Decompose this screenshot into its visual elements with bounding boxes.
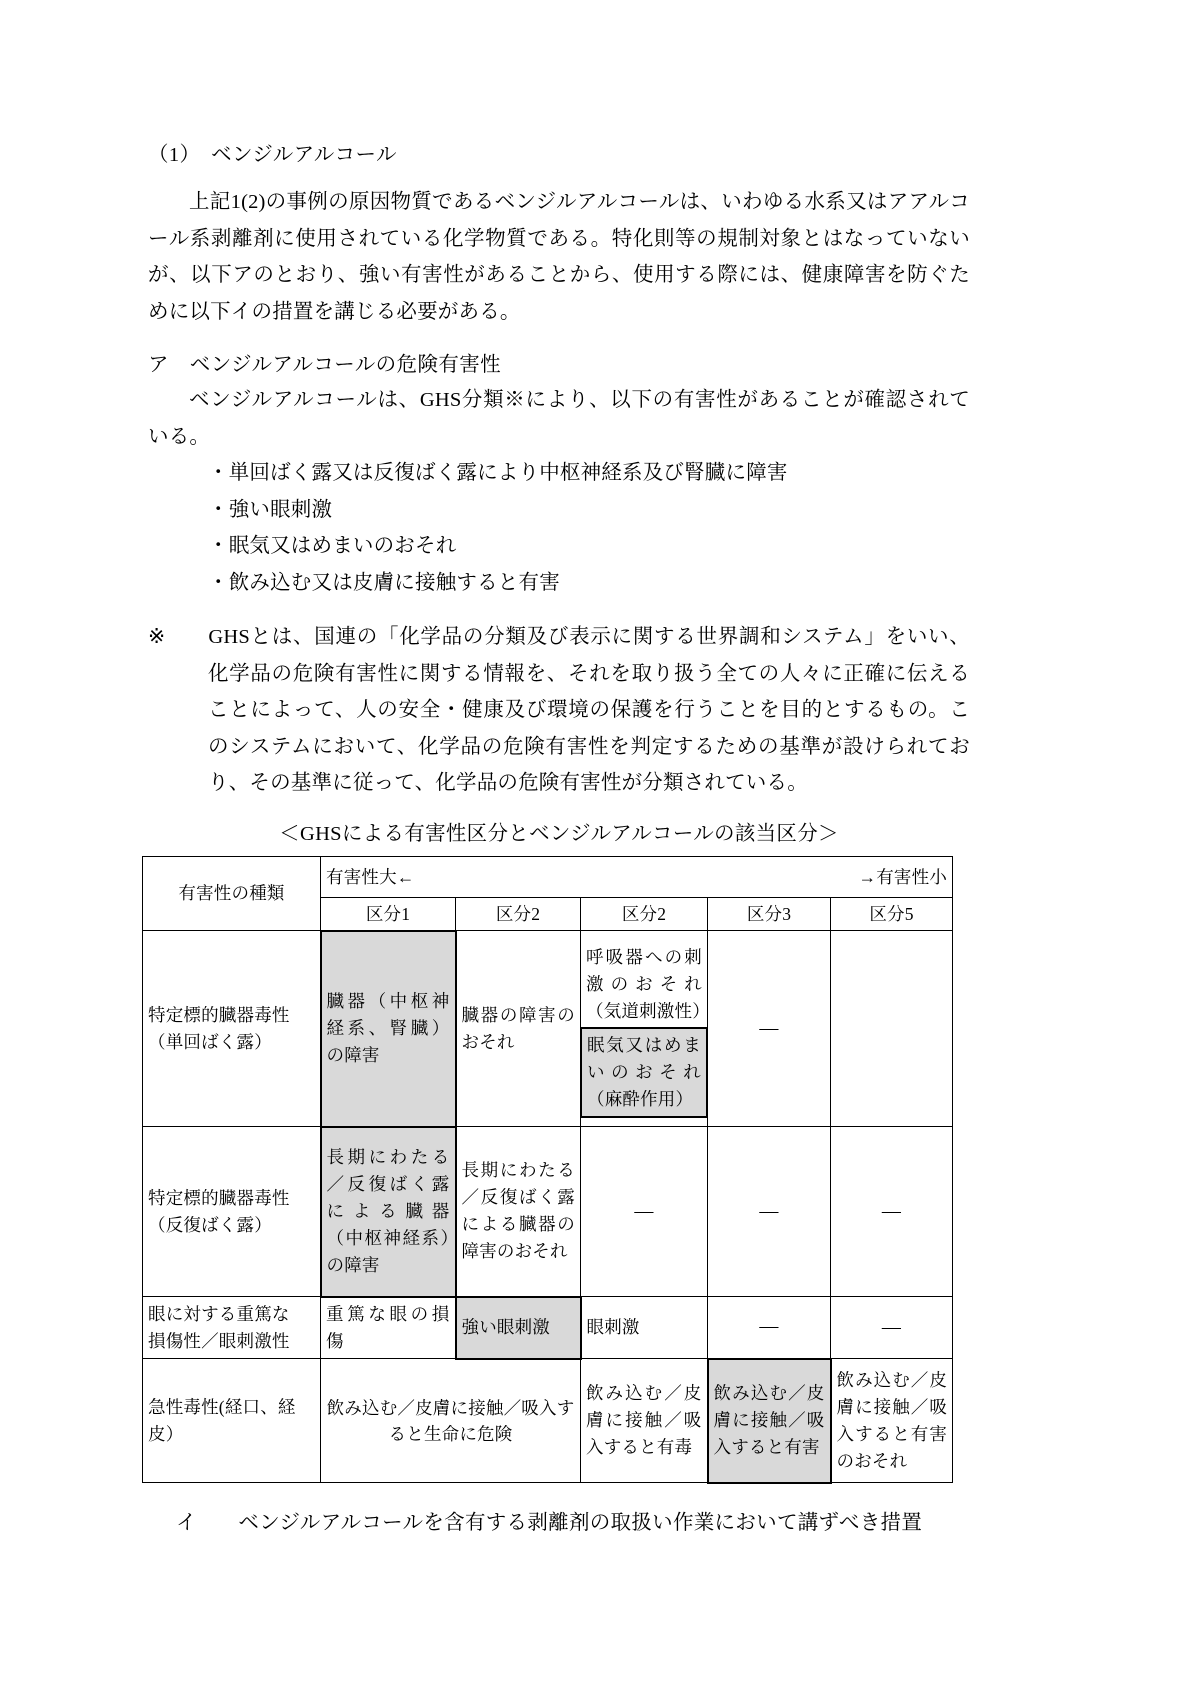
table-cell: ― <box>581 1127 708 1297</box>
table-cell: 臓器の障害のおそれ <box>456 931 581 1127</box>
table-subcell-bottom-highlighted: 眠気又はめまいのおそれ（麻酔作用） <box>580 1027 708 1118</box>
sub-paragraph-a: ベンジルアルコールは、GHS分類※により、以下の有害性があることが確認されている。 <box>148 389 970 448</box>
table-cell: 眼刺激 <box>581 1297 708 1359</box>
sub-heading-b: イ ベンジルアルコールを含有する剥離剤の取扱い作業において講ずべき措置 <box>176 1511 923 1534</box>
table-cell: ― <box>708 931 831 1127</box>
table-header <box>143 856 953 931</box>
table-cell <box>581 931 708 1127</box>
spacer <box>148 601 970 619</box>
table-caption: ＜GHSによる有害性区分とベンジルアルコールの該当区分＞ <box>279 822 839 845</box>
row-hazard-kind: 特定標的臓器毒性 （単回ばく露） <box>143 931 321 1127</box>
section-heading: （1） ベンジルアルコール <box>148 144 397 166</box>
row-hazard-kind: 眼に対する重篤な 損傷性／眼刺激性 <box>143 1297 321 1359</box>
header-category-4: 区分3 <box>708 897 831 931</box>
table-cell-highlighted: 長期にわたる／反復ばく露による臓器（中枢神経系）の障害 <box>321 1127 456 1297</box>
table-cell: 飲み込む／皮膚に接触／吸入すると有毒 <box>581 1359 708 1483</box>
table-subcell-top: 呼吸器への刺激のおそれ（気道刺激性） <box>586 946 710 1021</box>
header-scale <box>321 856 953 897</box>
header-category-2: 区分2 <box>456 897 581 931</box>
table-cell: 飲み込む／皮膚に接触／吸入すると有害のおそれ <box>831 1359 953 1483</box>
scale-right-label: →有害性小 <box>858 866 948 887</box>
header-hazard-kind: 有害性の種類 <box>143 856 321 931</box>
row-hazard-kind: 特定標的臓器毒性 （反復ばく露） <box>143 1127 321 1297</box>
table-cell <box>831 931 953 1127</box>
row-hazard-kind: 急性毒性(経口、経 皮） <box>143 1359 321 1483</box>
table-cell: 重篤な眼の損傷 <box>321 1297 456 1359</box>
hazard-bullet-2: ・強い眼刺激 <box>208 498 333 521</box>
document-content <box>148 138 970 1540</box>
spacer <box>148 172 970 184</box>
ghs-footnote: ※ GHSとは、国連の「化学品の分類及び表示に関する世界調和システム」をいい、化学品の危険有害性に関する情報を、それを取り扱う全ての人々に正確に伝えることによって、人の安全・健康及び環境の保護を行うことを目的とするもの。このシステムにおいて、化学品の危険有害性を判定するための基準が設けられており、その基準に従って、化学品の危険有害性が分類されている。 <box>148 626 970 794</box>
table-row <box>143 1359 953 1483</box>
table-cell-highlighted: 強い眼刺激 <box>456 1297 581 1359</box>
sub-heading-a: ア ベンジルアルコールの危険有害性 <box>148 354 502 376</box>
table-cell: ― <box>831 1127 953 1297</box>
header-category-3: 区分2 <box>581 897 708 931</box>
table-header-row-scale <box>143 856 953 897</box>
table-row <box>143 931 953 1127</box>
ghs-classification-table <box>142 856 953 1484</box>
spacer <box>148 330 970 348</box>
hazard-bullet-4: ・飲み込む又は皮膚に接触すると有害 <box>208 571 560 594</box>
hazard-bullet-1: ・単回ばく露又は反復ばく露により中枢神経系及び腎臓に障害 <box>208 462 788 484</box>
table-cell-highlighted: 臓器（中枢神経系、腎臓）の障害 <box>321 931 456 1127</box>
table-body <box>143 931 953 1483</box>
table-row <box>143 1297 953 1359</box>
table-cell: ― <box>831 1297 953 1359</box>
table-cell: ― <box>708 1297 831 1359</box>
table-cell: 長期にわたる／反復ばく露による臓器の障害のおそれ <box>456 1127 581 1297</box>
scale-left-label: 有害性大← <box>326 866 415 887</box>
header-category-5: 区分5 <box>831 897 953 931</box>
header-category-1: 区分1 <box>321 897 456 931</box>
table-cell-highlighted: 飲み込む／皮膚に接触／吸入すると有害 <box>708 1359 831 1483</box>
hazard-bullet-3: ・眠気又はめまいのおそれ <box>208 535 457 557</box>
intro-paragraph: 上記1(2)の事例の原因物質であるベンジルアルコールは、いわゆる水系又はアアルコール系剥離剤に使用されている化学物質である。特化則等の規制対象とはなっていないが、以下アのとおり、強い有害性があることから、使用する際には、健康障害を防ぐために以下イの措置を講じる必要がある。 <box>148 191 970 323</box>
table-row <box>143 1127 953 1297</box>
table-cell: ― <box>708 1127 831 1297</box>
table-cell: 飲み込む／皮膚に接触／吸入すると生命に危険 <box>321 1359 581 1483</box>
